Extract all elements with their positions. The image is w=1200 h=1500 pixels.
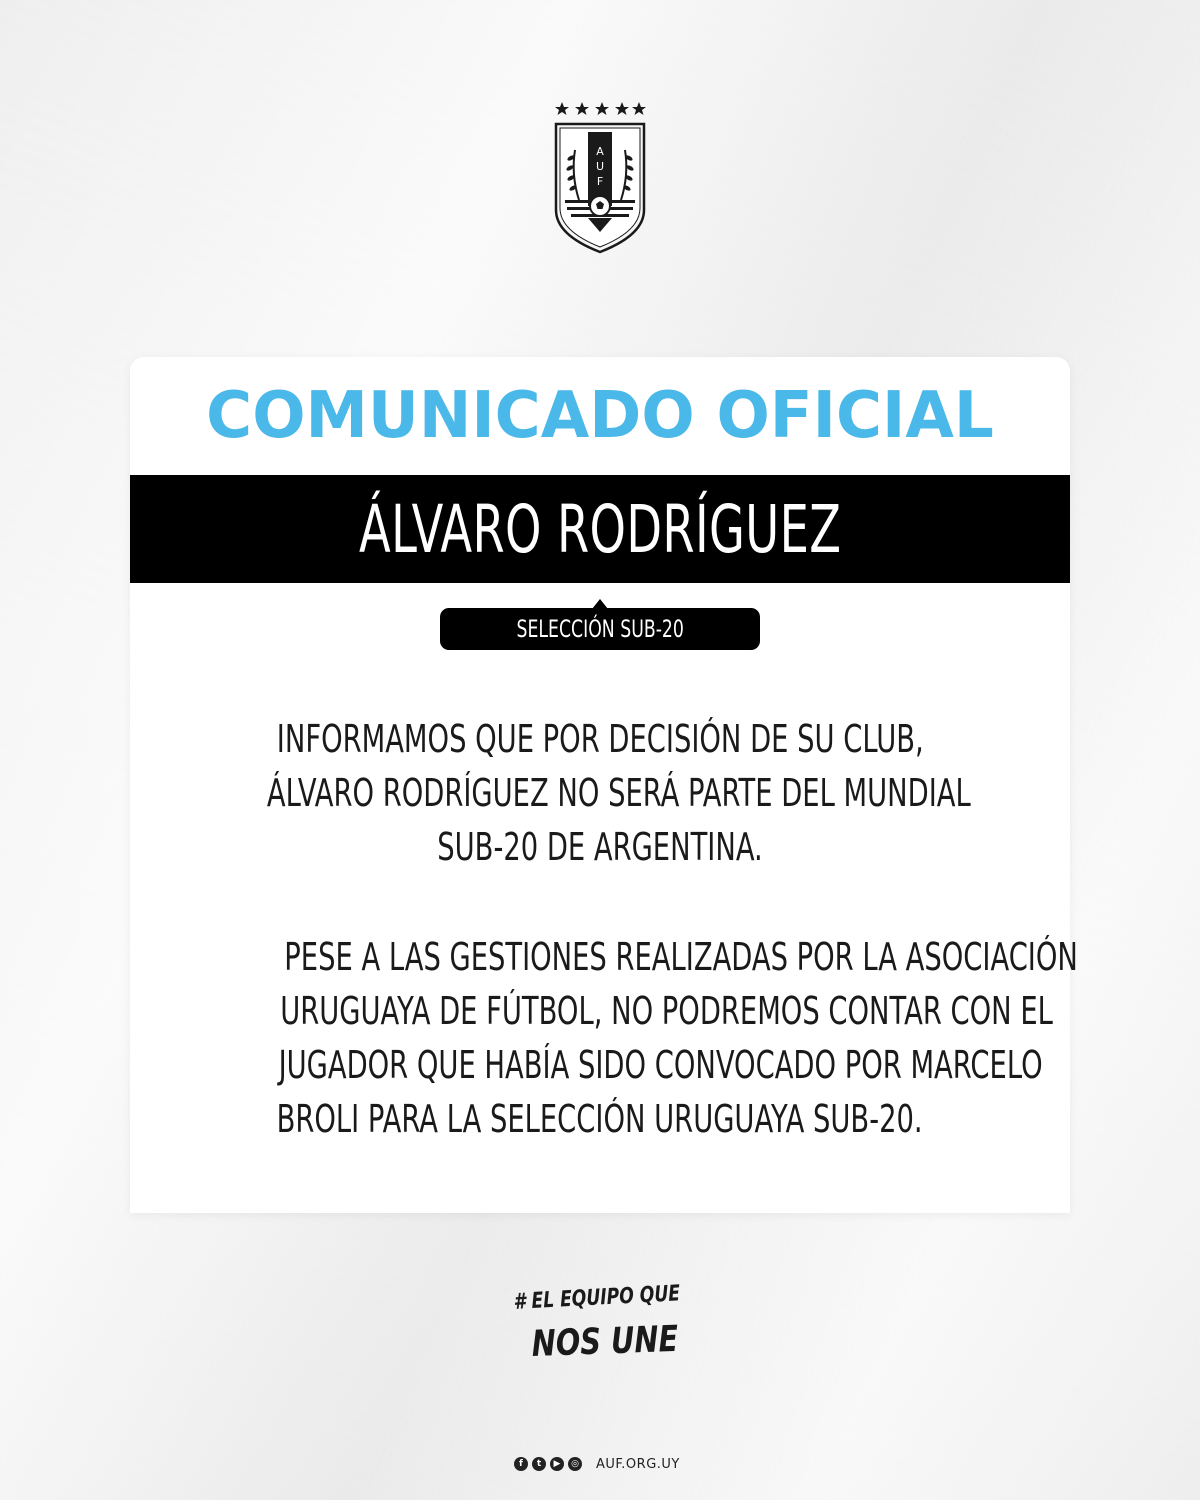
- svg-text:U: U: [595, 160, 605, 173]
- youtube-icon[interactable]: ▶: [550, 1457, 564, 1471]
- tag-pill: [440, 608, 760, 650]
- paragraph-line: ÁLVARO RODRÍGUEZ NO SERÁ PARTE DEL MUNDIAL: [266, 771, 971, 815]
- category-tag: [440, 599, 760, 651]
- website-link[interactable]: AUF.ORG.UY: [596, 1456, 680, 1472]
- player-name: ÁLVARO RODRÍGUEZ: [358, 490, 842, 568]
- paragraph-line: BROLI PARA LA SELECCIÓN URUGUAYA SUB-20.: [276, 1097, 923, 1141]
- facebook-icon[interactable]: f: [514, 1457, 528, 1471]
- player-name-band: [130, 475, 1070, 583]
- footer: [514, 1454, 680, 1474]
- slogan-line-1: # EL EQUIPO QUE: [513, 1281, 681, 1315]
- auf-shield-icon: [553, 100, 647, 255]
- svg-text:A: A: [596, 145, 604, 158]
- paragraph-line: INFORMAMOS QUE POR DECISIÓN DE SU CLUB,: [276, 717, 924, 761]
- slogan: [505, 1281, 695, 1370]
- tag-label: SELECCIÓN SUB-20: [516, 615, 684, 643]
- twitter-icon[interactable]: t: [532, 1457, 546, 1471]
- instagram-icon[interactable]: ◎: [568, 1457, 582, 1471]
- stars-icon: [555, 102, 646, 115]
- page-title: COMUNICADO OFICIAL: [206, 379, 994, 453]
- paragraph-line: SUB-20 DE ARGENTINA.: [437, 825, 763, 869]
- slogan-line-2: NOS UNE: [531, 1318, 679, 1365]
- announcement-card: [130, 357, 1078, 1213]
- paragraph-line: URUGUAYA DE FÚTBOL, NO PODREMOS CONTAR CON EL: [280, 989, 1053, 1033]
- auf-crest-logo: [553, 100, 647, 255]
- paragraph-line: PESE A LAS GESTIONES REALIZADAS POR LA ASOCIACIÓN: [284, 935, 1078, 979]
- svg-text:F: F: [596, 175, 604, 188]
- announcement-paragraph-1: [130, 712, 1070, 874]
- announcement-paragraph-2: [130, 930, 1078, 1146]
- paragraph-line: JUGADOR QUE HABÍA SIDO CONVOCADO POR MARCELO: [278, 1043, 1043, 1087]
